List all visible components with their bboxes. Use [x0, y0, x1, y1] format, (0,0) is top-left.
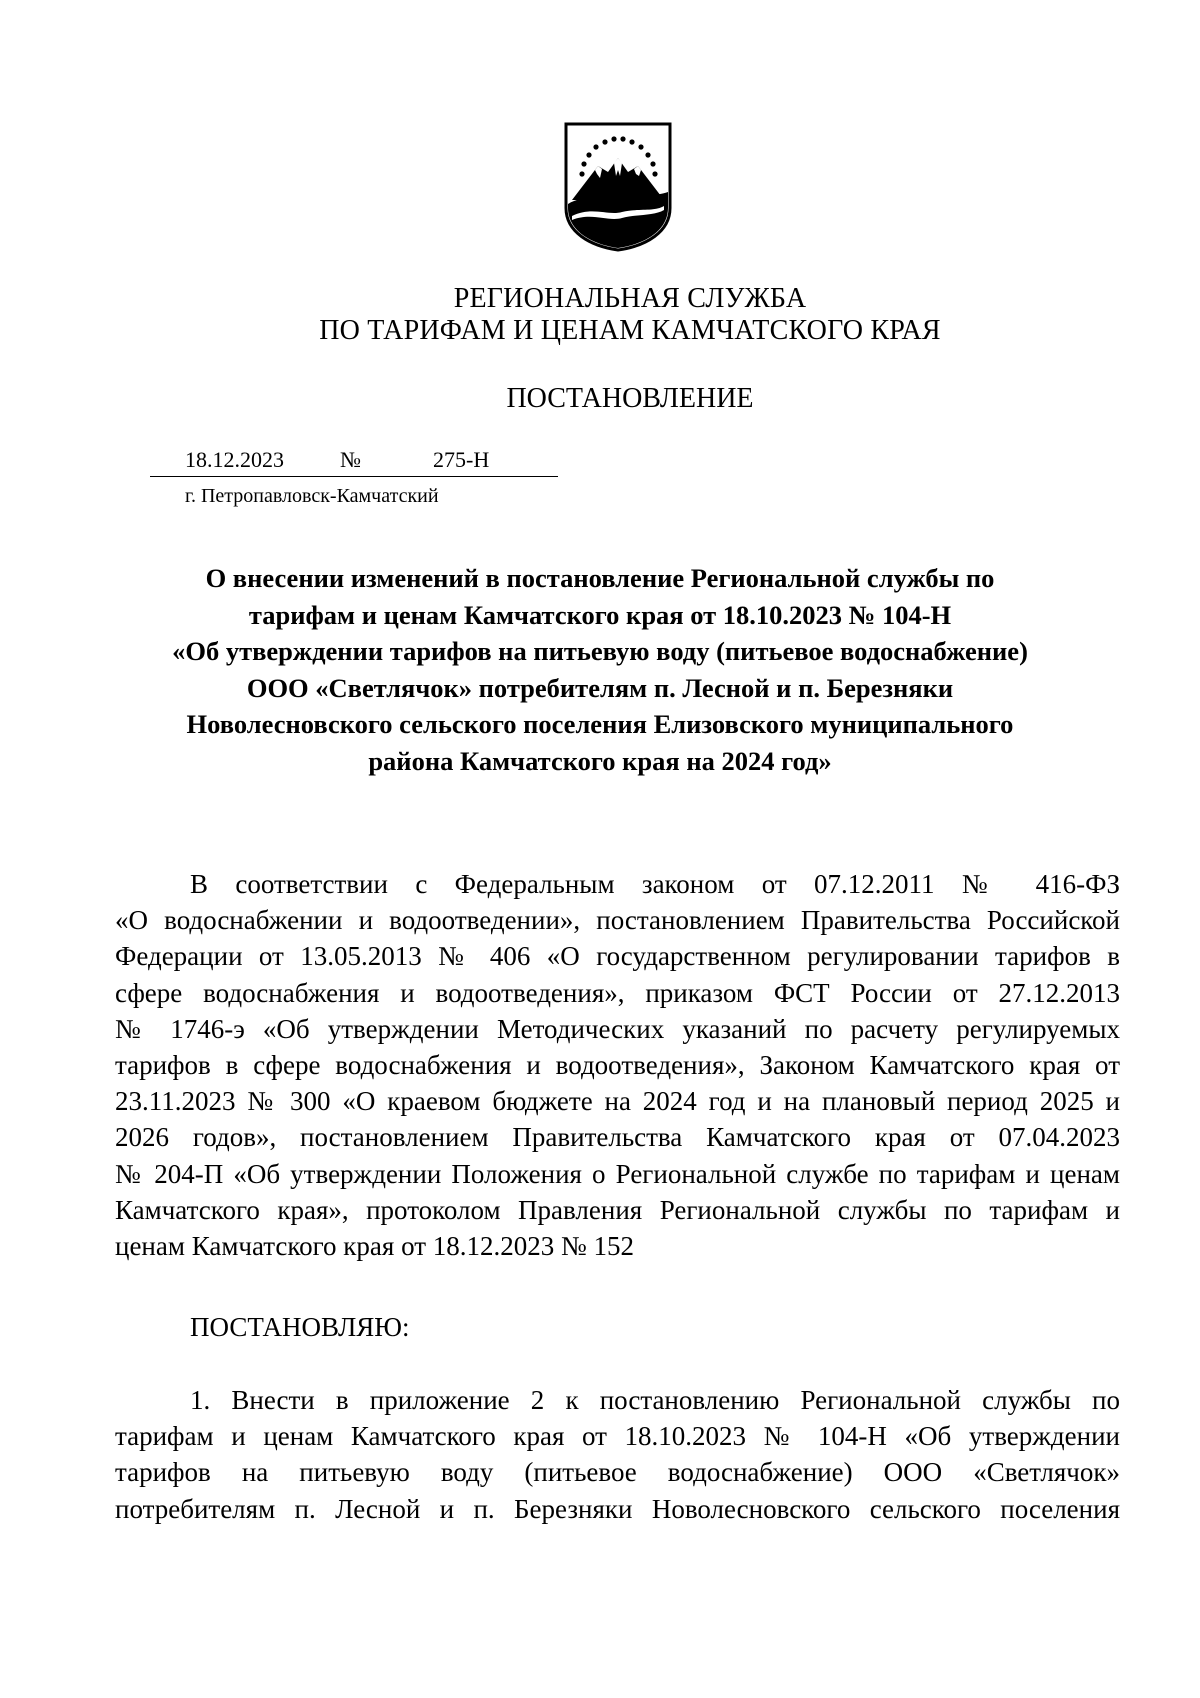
agency-name-line2: ПО ТАРИФАМ И ЦЕНАМ КАМЧАТСКОГО КРАЯ [319, 315, 941, 346]
document-title [140, 560, 1060, 779]
item-line: потребителям п. Лесной и п. Березняки Новолесновского сельского поселения [115, 1493, 1120, 1524]
kamchatka-coat-of-arms-icon [562, 120, 674, 252]
agency-name-line1: РЕГИОНАЛЬНАЯ СЛУЖБА [453, 283, 807, 314]
title-line: тарифам и ценам Камчатского края от 18.10.2023 № 104-Н [248, 599, 952, 630]
title-line: «Об утверждении тарифов на питьевую воду (питьевое водоснабжение) [172, 636, 1028, 666]
title-line: района Камчатского края на 2024 год» [368, 745, 832, 776]
preamble-line: Федерации от 13.05.2013 № 406 «О государственном регулировании тарифов в [115, 941, 1120, 972]
title-line: Новолесновского сельского поселения Елизовского муниципального [186, 709, 1014, 739]
document-type: ПОСТАНОВЛЕНИЕ [506, 383, 754, 414]
item-line: 1. Внести в приложение 2 к постановлению Региональной службы по [190, 1385, 1120, 1415]
document-number: 275-Н [433, 447, 490, 472]
preamble-paragraph [115, 866, 1120, 1264]
title-line: О внесении изменений в постановление Региональной службы по [205, 563, 995, 593]
preamble-line: тарифов в сфере водоснабжения и водоотведения», Законом Камчатского края от [115, 1050, 1120, 1081]
preamble-line: 23.11.2023 № 300 «О краевом бюджете на 2024 год и на плановый период 2025 и [115, 1086, 1120, 1117]
document-place: г. Петропавловск-Камчатский [185, 485, 439, 507]
preamble-line: ценам Камчатского края от 18.12.2023 № 152 [115, 1231, 635, 1262]
preamble-line: сфере водоснабжения и водоотведения», приказом ФСТ России от 27.12.2013 [115, 977, 1120, 1008]
decree-word: ПОСТАНОВЛЯЮ: [190, 1312, 410, 1342]
preamble-line: «О водоснабжении и водоотведении», постановлением Правительства Российской [115, 905, 1120, 936]
title-line: ООО «Светлячок» потребителям п. Лесной и п. Березняки [246, 672, 954, 703]
document-date: 18.12.2023 [185, 447, 284, 472]
item-line: тарифам и ценам Камчатского края от 18.10.2023 № 104-Н «Об утверждении [115, 1421, 1120, 1452]
preamble-line: В соответствии с Федеральным законом от 07.12.2011 № 416-ФЗ [190, 869, 1120, 899]
preamble-line: № 204-П «Об утверждении Положения о Региональной службе по тарифам и ценам [115, 1158, 1120, 1189]
item-1-paragraph [115, 1382, 1120, 1527]
preamble-line: Камчатского края», протоколом Правления Региональной службы по тарифам и [115, 1194, 1120, 1225]
preamble-line: 2026 годов», постановлением Правительства Камчатского края от 07.04.2023 [115, 1122, 1120, 1153]
registration-line [150, 446, 558, 477]
item-line: тарифов на питьевую воду (питьевое водоснабжение) ООО «Светлячок» [115, 1457, 1120, 1488]
preamble-line: № 1746-э «Об утверждении Методических указаний по расчету регулируемых [115, 1013, 1120, 1044]
number-label: № [340, 447, 361, 472]
